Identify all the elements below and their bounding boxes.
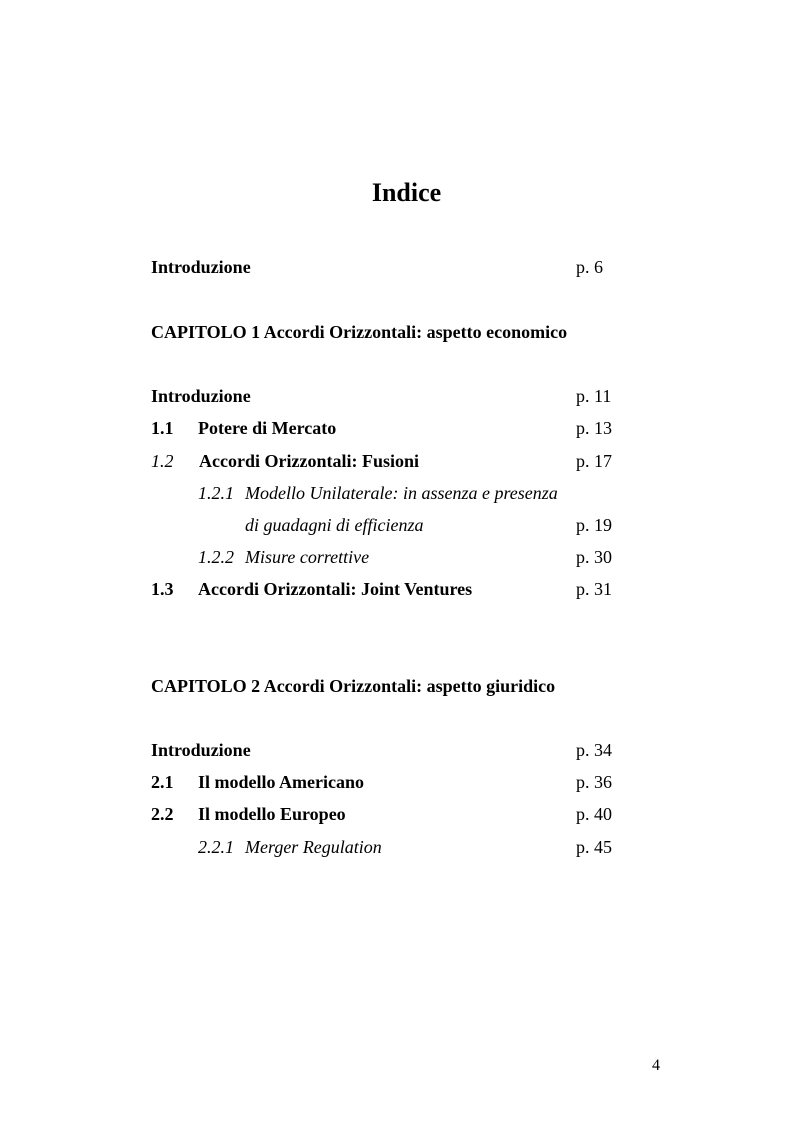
- section-1-2-1-page: p. 19: [576, 515, 612, 535]
- section-2-2-1-label: Merger Regulation: [245, 837, 382, 857]
- chapter2-heading: CAPITOLO 2 Accordi Orizzontali: aspetto giuridico: [151, 676, 556, 696]
- section-1-3-page: p. 31: [576, 579, 612, 599]
- section-2-2-label: Il modello Europeo: [198, 804, 346, 824]
- section-2-2-1-number: 2.2.1: [198, 837, 234, 857]
- section-1-1-label: Potere di Mercato: [198, 418, 337, 438]
- section-2-1-label: Il modello Americano: [198, 772, 364, 792]
- section-1-3-label: Accordi Orizzontali: Joint Ventures: [198, 579, 473, 599]
- ch1-intro-label: Introduzione: [151, 386, 251, 406]
- page-number: 4: [652, 1057, 660, 1074]
- ch2-intro-label: Introduzione: [151, 740, 251, 760]
- section-1-2-number: 1.2: [151, 451, 174, 471]
- ch1-intro-page: p. 11: [576, 386, 612, 406]
- ch2-intro-page: p. 34: [576, 740, 612, 760]
- page-title: Indice: [371, 178, 442, 207]
- chapter1-heading: CAPITOLO 1 Accordi Orizzontali: aspetto economico: [151, 322, 568, 342]
- section-1-2-1-label-line2: di guadagni di efficienza: [245, 515, 424, 535]
- section-1-2-label: Accordi Orizzontali: Fusioni: [199, 451, 419, 471]
- section-1-2-2-label: Misure correttive: [245, 547, 370, 567]
- section-2-2-1-page: p. 45: [576, 837, 612, 857]
- section-2-2-page: p. 40: [576, 804, 612, 824]
- section-1-2-2-page: p. 30: [576, 547, 612, 567]
- section-2-1-number: 2.1: [151, 772, 174, 792]
- section-1-2-1-number: 1.2.1: [198, 483, 234, 503]
- section-1-1-number: 1.1: [151, 418, 174, 438]
- toc-intro-page: p. 6: [576, 257, 603, 277]
- toc-intro-label: Introduzione: [151, 257, 251, 277]
- section-2-2-number: 2.2: [151, 804, 174, 824]
- section-1-2-page: p. 17: [576, 451, 612, 471]
- section-1-2-2-number: 1.2.2: [198, 547, 234, 567]
- section-1-1-page: p. 13: [576, 418, 612, 438]
- section-1-3-number: 1.3: [151, 579, 174, 599]
- section-1-2-1-label-line1: Modello Unilaterale: in assenza e presenza: [245, 483, 558, 503]
- section-2-1-page: p. 36: [576, 772, 612, 792]
